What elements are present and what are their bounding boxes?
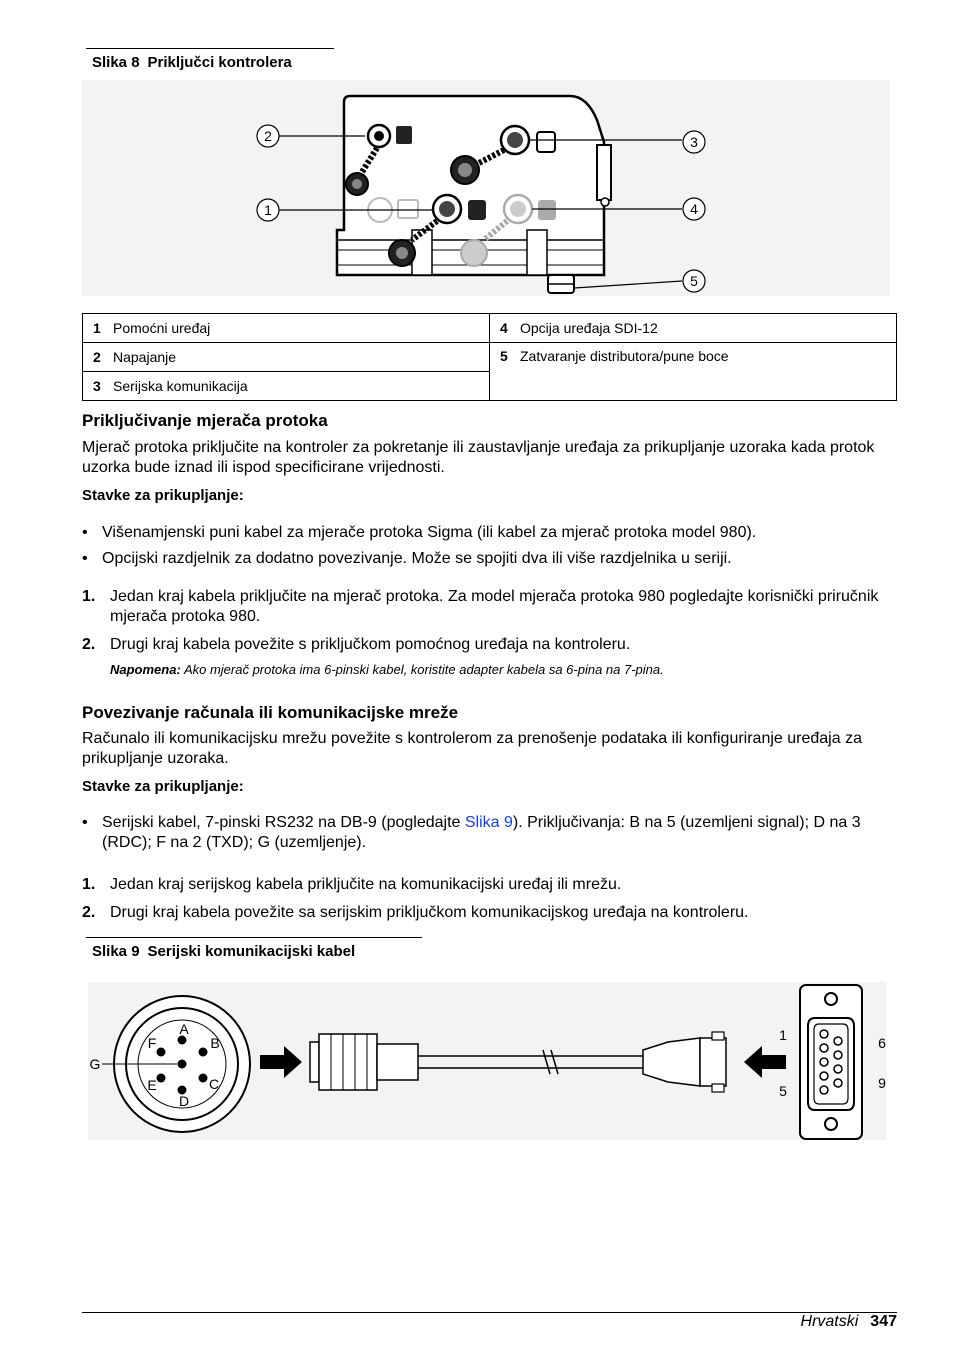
pin-label-f: F: [147, 1035, 157, 1051]
figure-8-caption: [86, 48, 334, 71]
table-row: [83, 343, 897, 372]
side-latch: [597, 145, 611, 200]
figure-8-title: Priključci kontrolera: [147, 54, 292, 71]
section-1-intro: Mjerač protoka priključite na kontroler za pokretanje ili zaustavljanje uređaja za prikupljanje uzoraka kada protok uzorka bude iznad ili ispod specificirane vrijednosti.: [82, 439, 875, 476]
controller-connectors-drawing: [82, 80, 890, 296]
list-item: • Serijski kabel, 7-pinski RS232 na DB-9 (pogledajte Slika 9). Priključivanja: B na 5 (uzemljeni signal); D na 3 (RDC); F na 2 (TXD); G (uzemljenje).: [82, 813, 902, 853]
auxiliary-connector-icon: [468, 200, 486, 220]
footer-divider: [82, 1312, 897, 1313]
list-item: • Opcijski razdjelnik za dodatno povezivanje. Može se spojiti dva ili više razdjelnika u seriji.: [82, 549, 902, 569]
step-item: 2. Drugi kraj kabela povežite sa serijskim priključkom komunikacijskog uređaja na kontroleru.: [82, 904, 749, 921]
figure-8-legend-table: [82, 313, 897, 401]
section-1-items-label: Stavke za prikupljanje:: [82, 487, 244, 504]
sdi12-connector-icon: [538, 200, 556, 220]
svg-text:3: 3: [690, 134, 698, 150]
page-number: 347: [870, 1313, 897, 1330]
figure-9-image: [88, 982, 886, 1140]
section-2-items-label: Stavke za prikupljanje:: [82, 778, 244, 795]
callout-5: [683, 270, 705, 292]
section-1-steps: [82, 587, 902, 663]
pin-label-e: E: [147, 1077, 157, 1093]
power-connector-icon: [396, 126, 412, 144]
section-heading-communication: Povezivanje računala ili komunikacijske mreže: [82, 703, 459, 722]
arrow-left-icon: [744, 1046, 786, 1078]
legend-cell: 4 Opcija uređaja SDI-12: [490, 314, 897, 343]
svg-text:1: 1: [264, 202, 272, 218]
legend-cell: 5 Zatvaranje distributora/pune boce: [490, 343, 897, 401]
svg-text:4: 4: [690, 201, 698, 217]
figure-9-link[interactable]: Slika 9: [464, 814, 513, 831]
legend-cell: 2 Napajanje: [83, 343, 490, 372]
section-1-note: [110, 662, 664, 677]
page-footer: [801, 1313, 897, 1331]
db9-label-6: 6: [878, 1035, 886, 1051]
section-2-steps: [82, 875, 902, 931]
figure-8-image: [82, 80, 890, 296]
callout-1: [257, 199, 279, 221]
pin-label-d: D: [178, 1093, 190, 1109]
section-2-bullet-list: [82, 813, 902, 859]
legend-cell: 1 Pomoćni uređaj: [83, 314, 490, 343]
step-item: 1. Jedan kraj kabela priključite na mjerač protoka. Za model mjerača protoka 980 pogledajte korisnički priručnik mjerača protoka 980.: [82, 588, 879, 625]
round-plug: [310, 1042, 319, 1082]
legend-cell: 3 Serijska komunikacija: [83, 372, 490, 401]
serial-cable-drawing: [88, 982, 886, 1140]
list-item: • Višenamjenski puni kabel za mjerače protoka Sigma (ili kabel za mjerač protoka model 980).: [82, 523, 902, 543]
svg-text:5: 5: [690, 273, 698, 289]
pin-label-g: G: [89, 1056, 101, 1072]
callout-2: [257, 125, 279, 147]
step-item: 2. Drugi kraj kabela povežite s priključkom pomoćnog uređaja na kontroleru.: [82, 636, 631, 653]
db9-label-1: 1: [779, 1027, 787, 1043]
pin-label-a: A: [179, 1021, 189, 1037]
figure-9-caption: [86, 937, 422, 960]
db9-label-5: 5: [779, 1083, 787, 1099]
figure-9-number: Slika 9: [92, 943, 140, 960]
serial-connector-icon: [537, 132, 555, 152]
callout-4: [683, 198, 705, 220]
db9-plug: [643, 1038, 700, 1086]
table-row: [83, 314, 897, 343]
figure-8-number: Slika 8: [92, 54, 140, 71]
svg-text:2: 2: [264, 128, 272, 144]
section-1-bullet-list: [82, 523, 902, 575]
section-heading-flow-meter: Priključivanje mjerača protoka: [82, 411, 328, 430]
footer-language: Hrvatski: [800, 1313, 859, 1330]
section-2-intro: Računalo ili komunikacijsku mrežu povežite s kontrolerom za prenošenje podataka ili konfiguriranje uređaja za prikupljanje uzoraka.: [82, 730, 862, 767]
step-item: 1. Jedan kraj serijskog kabela priključite na komunikacijski uređaj ili mrežu.: [82, 876, 622, 893]
db9-label-9: 9: [878, 1075, 886, 1091]
arrow-right-icon: [260, 1046, 302, 1078]
note-label: Napomena:: [110, 662, 181, 677]
callout-3: [683, 131, 705, 153]
figure-9-title: Serijski komunikacijski kabel: [147, 943, 356, 960]
pin-label-b: B: [210, 1035, 220, 1051]
note-text: Ako mjerač protoka ima 6-pinski kabel, koristite adapter kabela sa 6-pina na 7-pina.: [183, 662, 664, 677]
pin-label-c: C: [208, 1076, 220, 1092]
